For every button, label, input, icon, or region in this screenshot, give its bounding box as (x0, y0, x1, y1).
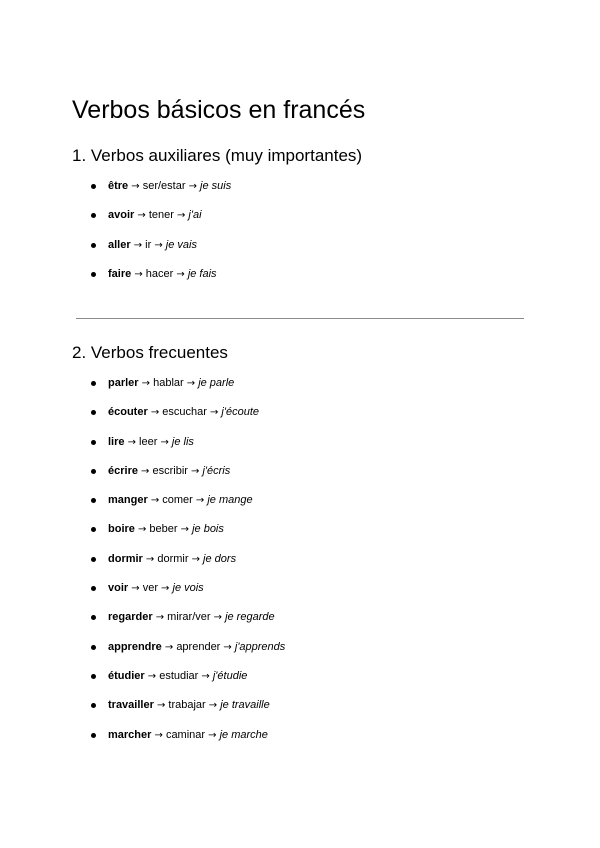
list-item-text (108, 520, 224, 539)
french-verb: boire (108, 523, 135, 536)
spanish-meaning: estudiar (159, 669, 199, 682)
list-item-text (108, 667, 247, 686)
conjugation-example: je vais (165, 238, 197, 251)
arrow-icon: → (186, 378, 196, 389)
list-item-text (108, 491, 253, 510)
spanish-meaning: trabajar (168, 699, 206, 712)
bullet-icon (91, 674, 96, 679)
arrow-icon: → (209, 407, 219, 419)
arrow-icon: → (188, 181, 197, 192)
spanish-meaning: dormir (157, 552, 189, 565)
french-verb: travailler (108, 699, 154, 712)
conjugation-example: je parle (198, 377, 235, 389)
bullet-icon (91, 213, 96, 218)
spanish-meaning: aprender (176, 640, 221, 653)
list-item-text (108, 265, 217, 284)
list-item-text (108, 550, 236, 569)
list-item-text (108, 726, 268, 745)
french-verb: avoir (108, 209, 135, 222)
french-verb: faire (108, 267, 132, 280)
french-verb: aller (108, 238, 131, 251)
list-item-text (108, 206, 202, 225)
arrow-icon: → (150, 407, 160, 419)
french-verb: parler (108, 377, 139, 389)
arrow-icon: → (134, 268, 143, 280)
list-item-text (108, 608, 275, 627)
spanish-meaning: hablar (153, 377, 184, 389)
section-heading-auxiliares: 1. Verbos auxiliares (muy importantes) (72, 146, 363, 165)
arrow-icon: → (156, 700, 166, 712)
spanish-meaning: tener (148, 209, 174, 222)
arrow-icon: → (154, 729, 163, 741)
bullet-icon (91, 527, 96, 532)
conjugation-example: je fais (187, 267, 217, 280)
arrow-icon: → (176, 268, 185, 280)
list-item-text (108, 177, 231, 196)
bullet-icon (91, 586, 96, 591)
arrow-icon: → (145, 553, 155, 565)
spanish-meaning: hacer (145, 267, 174, 280)
section-divider (76, 318, 524, 319)
bullet-icon (91, 410, 96, 415)
conjugation-example: je mange (207, 494, 253, 507)
conjugation-example: j'apprends (234, 640, 286, 653)
french-verb: être (108, 180, 129, 192)
section-heading-frecuentes: 2. Verbos frecuentes (72, 343, 228, 362)
arrow-icon: → (208, 700, 218, 712)
french-verb: voir (108, 582, 129, 595)
bullet-icon (91, 498, 96, 503)
spanish-meaning: beber (149, 523, 178, 536)
french-verb: manger (108, 494, 148, 507)
conjugation-example: j'étudie (212, 669, 248, 682)
conjugation-example: je regarde (225, 611, 275, 624)
arrow-icon: → (191, 553, 200, 565)
french-verb: lire (108, 435, 125, 448)
french-verb: écouter (108, 406, 148, 419)
conjugation-example: j'écoute (221, 406, 259, 419)
french-verb: étudier (108, 669, 145, 682)
conjugation-example: je suis (200, 180, 232, 192)
arrow-icon: → (137, 210, 146, 222)
spanish-meaning: comer (162, 494, 193, 507)
spanish-meaning: escuchar (162, 406, 207, 419)
arrow-icon: → (150, 495, 160, 507)
list-item-text (108, 236, 197, 255)
list-item-text (108, 433, 194, 452)
arrow-icon: → (223, 641, 232, 653)
arrow-icon: → (141, 378, 151, 389)
spanish-meaning: escribir (152, 464, 188, 477)
arrow-icon: → (164, 641, 174, 653)
arrow-icon: → (127, 436, 136, 448)
bullet-icon (91, 733, 96, 738)
spanish-meaning: ser/estar (142, 180, 186, 192)
spanish-meaning: caminar (165, 728, 206, 741)
french-verb: regarder (108, 611, 153, 624)
arrow-icon: → (131, 583, 140, 595)
bullet-icon (91, 615, 96, 620)
arrow-icon: → (161, 583, 170, 595)
bullet-icon (91, 703, 96, 708)
conjugation-example: j'écris (202, 464, 231, 477)
bullet-icon (91, 469, 96, 474)
arrow-icon: → (154, 239, 163, 251)
conjugation-example: je dors (203, 552, 237, 565)
arrow-icon: → (133, 239, 143, 251)
arrow-icon: → (191, 465, 200, 477)
arrow-icon: → (141, 465, 150, 477)
bullet-icon (91, 440, 96, 445)
conjugation-example: je travaille (220, 699, 270, 712)
conjugation-example: je marche (219, 728, 268, 741)
arrow-icon: → (176, 210, 186, 222)
arrow-icon: → (195, 495, 205, 507)
french-verb: marcher (108, 728, 152, 741)
list-item-text (108, 696, 270, 715)
conjugation-example: j'ai (188, 209, 202, 222)
spanish-meaning: ir (145, 238, 152, 251)
list-item-text (108, 462, 230, 481)
list-item-text (108, 374, 234, 393)
conjugation-example: je bois (192, 523, 224, 536)
spanish-meaning: mirar/ver (167, 611, 211, 624)
document-title: Verbos básicos en francés (72, 96, 366, 124)
list-item-text (108, 403, 259, 422)
arrow-icon: → (201, 670, 210, 682)
bullet-icon (91, 645, 96, 650)
bullet-icon (91, 557, 96, 562)
french-verb: dormir (108, 552, 143, 565)
french-verb: écrire (108, 464, 138, 477)
spanish-meaning: leer (139, 435, 158, 448)
bullet-icon (91, 381, 96, 386)
list-item-text (108, 579, 204, 598)
arrow-icon: → (147, 670, 157, 682)
conjugation-example: je vois (172, 582, 204, 595)
bullet-icon (91, 243, 96, 248)
arrow-icon: → (213, 612, 222, 624)
arrow-icon: → (208, 729, 217, 741)
bullet-icon (91, 272, 96, 277)
spanish-meaning: ver (142, 582, 158, 595)
arrow-icon: → (155, 612, 165, 624)
conjugation-example: je lis (171, 435, 194, 448)
french-verb: apprendre (108, 640, 162, 653)
arrow-icon: → (180, 524, 190, 536)
list-item-text (108, 638, 285, 657)
arrow-icon: → (137, 524, 147, 536)
arrow-icon: → (131, 181, 140, 192)
arrow-icon: → (160, 436, 169, 448)
bullet-icon (91, 184, 96, 189)
